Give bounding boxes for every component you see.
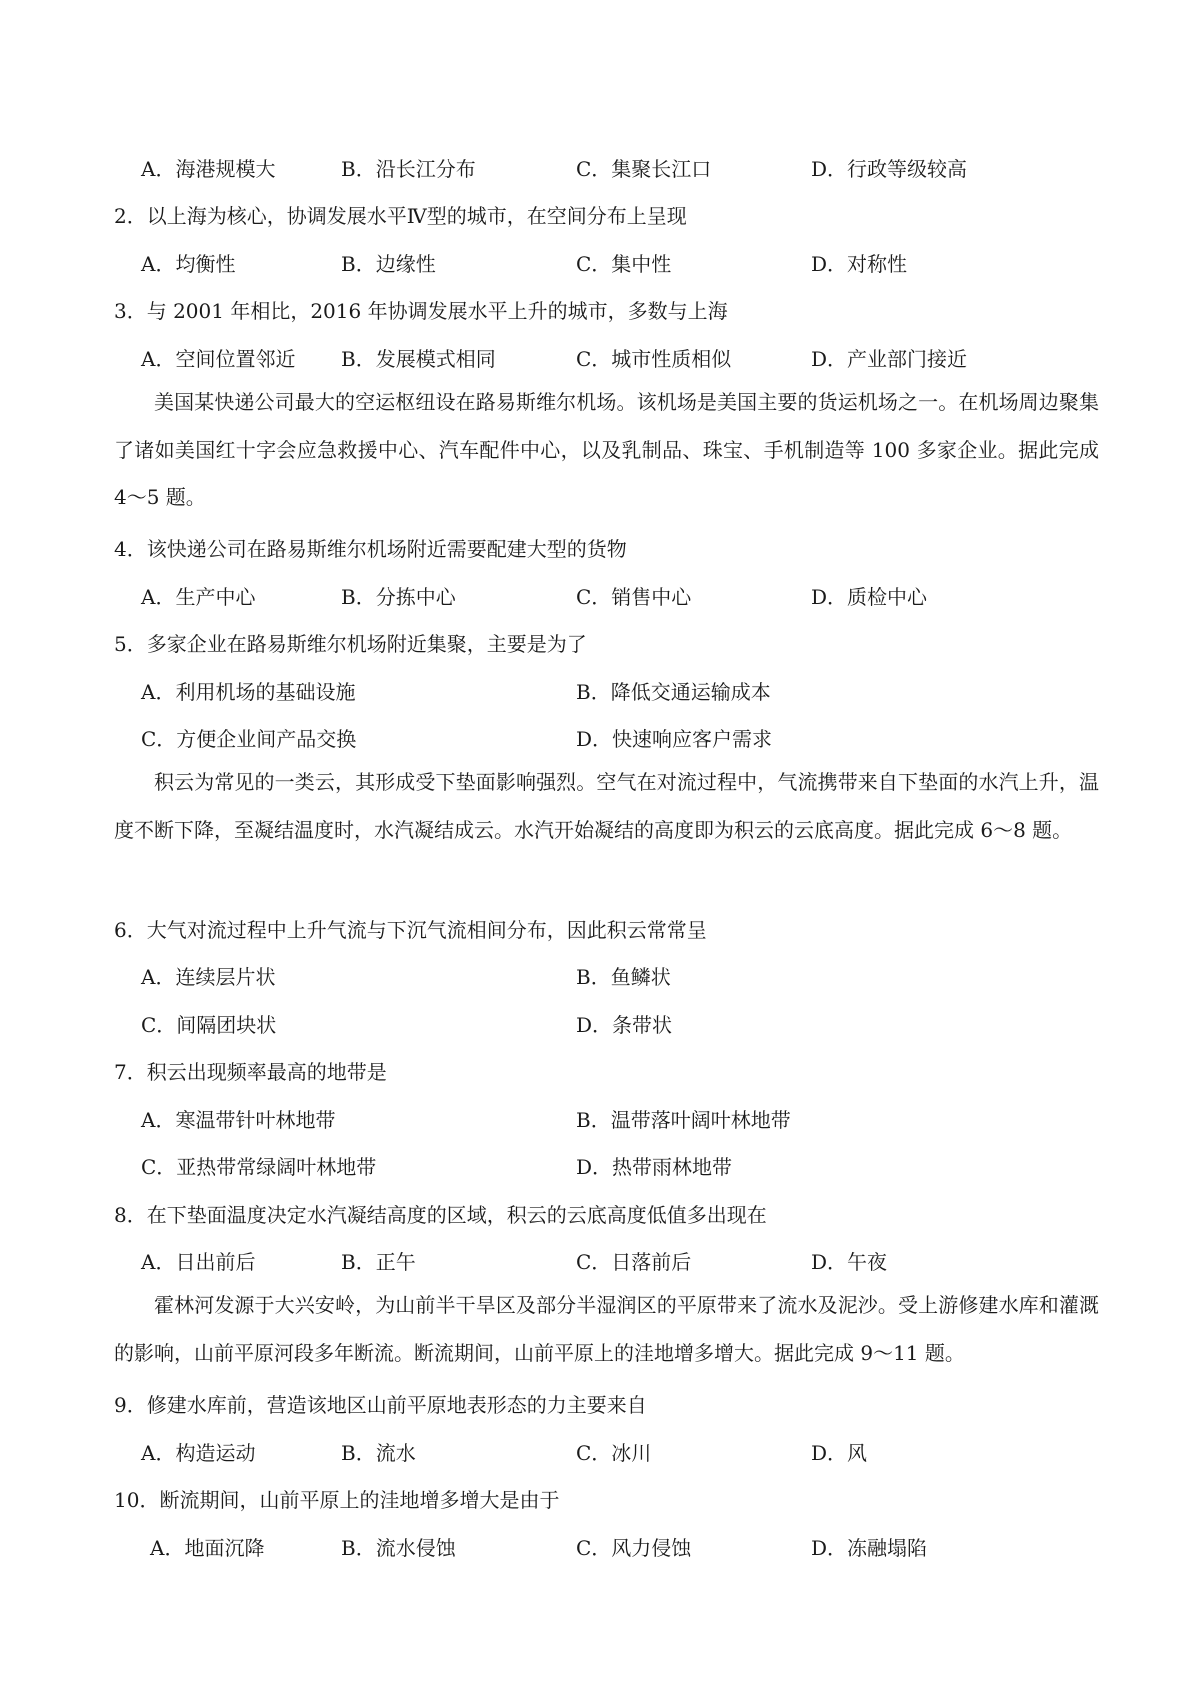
passage-cumulus: 积云为常见的一类云，其形成受下垫面影响强烈。空气在对流过程中，气流携带来自下垫面的水汽上升，温度不断下降，至凝结温度时，水汽凝结成云。水汽开始凝结的高度即为积云的云底高度。据此完成 6～8 题。	[114, 770, 1099, 842]
q10-option-d: D．冻融塌陷	[811, 1536, 928, 1560]
q7-stem-line	[0, 1057, 1200, 1087]
passage-huolin-river: 霍林河发源于大兴安岭，为山前半干旱区及部分半湿润区的平原带来了流水及泥沙。受上游修建水库和灌溉的影响，山前平原河段多年断流。断流期间，山前平原上的洼地增多增大。据此完成 9～11 题。	[114, 1293, 1099, 1365]
q1-options	[0, 154, 1200, 184]
q7-stem: 7．积云出现频率最高的地带是	[114, 1060, 387, 1084]
q3-stem: 3．与 2001 年相比，2016 年协调发展水平上升的城市，多数与上海	[114, 299, 728, 323]
q3-option-c: C．城市性质相似	[576, 347, 732, 371]
q9-stem: 9．修建水库前，营造该地区山前平原地表形态的力主要来自	[114, 1393, 647, 1417]
q4-option-b: B．分拣中心	[341, 585, 456, 609]
q5-stem-line	[0, 629, 1200, 659]
q3-stem-line	[0, 296, 1200, 326]
q1-option-d: D．行政等级较高	[811, 157, 968, 181]
q2-option-a: A．均衡性	[141, 252, 236, 276]
q8-stem: 8．在下垫面温度决定水汽凝结高度的区域，积云的云底高度低值多出现在	[114, 1203, 767, 1227]
q10-stem: 10．断流期间，山前平原上的洼地增多增大是由于	[114, 1488, 560, 1512]
q4-option-d: D．质检中心	[811, 585, 928, 609]
passage-airport: 美国某快递公司最大的空运枢纽设在路易斯维尔机场。该机场是美国主要的货运机场之一。在机场周边聚集了诸如美国红十字会应急救援中心、汽车配件中心，以及乳制品、珠宝、手机制造等 100 多家企业。据此完成 4～5 题。	[114, 390, 1099, 509]
q6-stem: 6．大气对流过程中上升气流与下沉气流相间分布，因此积云常常呈	[114, 918, 707, 942]
q6-option-c: C．间隔团块状	[141, 1013, 277, 1037]
q9-option-c: C．冰川	[576, 1441, 652, 1465]
q8-stem-line	[0, 1200, 1200, 1230]
q2-stem: 2．以上海为核心，协调发展水平Ⅳ型的城市，在空间分布上呈现	[114, 204, 687, 228]
q4-options	[0, 582, 1200, 612]
q2-stem-line	[0, 201, 1200, 231]
q8-option-b: B．正午	[341, 1250, 416, 1274]
q1-option-b: B．沿长江分布	[341, 157, 476, 181]
q4-stem: 4．该快递公司在路易斯维尔机场附近需要配建大型的货物	[114, 537, 627, 561]
q6-options-row1	[0, 962, 1200, 992]
q10-stem-line	[0, 1485, 1200, 1515]
q8-option-a: A．日出前后	[141, 1250, 256, 1274]
q5-option-b: B．降低交通运输成本	[576, 680, 771, 704]
q9-option-d: D．风	[811, 1441, 868, 1465]
q6-option-b: B．鱼鳞状	[576, 965, 671, 989]
q7-option-a: A．寒温带针叶林地带	[141, 1108, 336, 1132]
q5-option-c: C．方便企业间产品交换	[141, 727, 357, 751]
q9-options	[0, 1438, 1200, 1468]
q6-option-d: D．条带状	[576, 1013, 673, 1037]
q9-option-a: A．构造运动	[141, 1441, 256, 1465]
q10-option-b: B．流水侵蚀	[341, 1536, 456, 1560]
q5-options-row2	[0, 724, 1200, 754]
q7-options-row1	[0, 1105, 1200, 1135]
q7-option-d: D．热带雨林地带	[576, 1155, 733, 1179]
q6-stem-line	[0, 915, 1200, 945]
q5-option-d: D．快速响应客户需求	[576, 727, 773, 751]
q1-option-c: C．集聚长江口	[576, 157, 712, 181]
q6-options-row2	[0, 1010, 1200, 1040]
q8-option-c: C．日落前后	[576, 1250, 692, 1274]
q5-stem: 5．多家企业在路易斯维尔机场附近集聚，主要是为了	[114, 632, 587, 656]
q10-option-a: A．地面沉降	[150, 1536, 265, 1560]
q1-option-a: A．海港规模大	[141, 157, 276, 181]
q4-option-a: A．生产中心	[141, 585, 256, 609]
q3-option-b: B．发展模式相同	[341, 347, 496, 371]
q2-options	[0, 249, 1200, 279]
q6-option-a: A．连续层片状	[141, 965, 276, 989]
q3-option-d: D．产业部门接近	[811, 347, 968, 371]
q8-options	[0, 1247, 1200, 1277]
q2-option-b: B．边缘性	[341, 252, 436, 276]
q7-options-row2	[0, 1152, 1200, 1182]
q2-option-d: D．对称性	[811, 252, 908, 276]
q7-option-b: B．温带落叶阔叶林地带	[576, 1108, 791, 1132]
q5-option-a: A．利用机场的基础设施	[141, 680, 356, 704]
q10-options	[0, 1533, 1200, 1563]
q3-option-a: A．空间位置邻近	[141, 347, 296, 371]
q9-stem-line	[0, 1390, 1200, 1420]
q10-option-c: C．风力侵蚀	[576, 1536, 692, 1560]
q7-option-c: C．亚热带常绿阔叶林地带	[141, 1155, 377, 1179]
q4-stem-line	[0, 534, 1200, 564]
q8-option-d: D．午夜	[811, 1250, 888, 1274]
q3-options	[0, 344, 1200, 374]
q9-option-b: B．流水	[341, 1441, 416, 1465]
q2-option-c: C．集中性	[576, 252, 672, 276]
q4-option-c: C．销售中心	[576, 585, 692, 609]
q5-options-row1	[0, 677, 1200, 707]
